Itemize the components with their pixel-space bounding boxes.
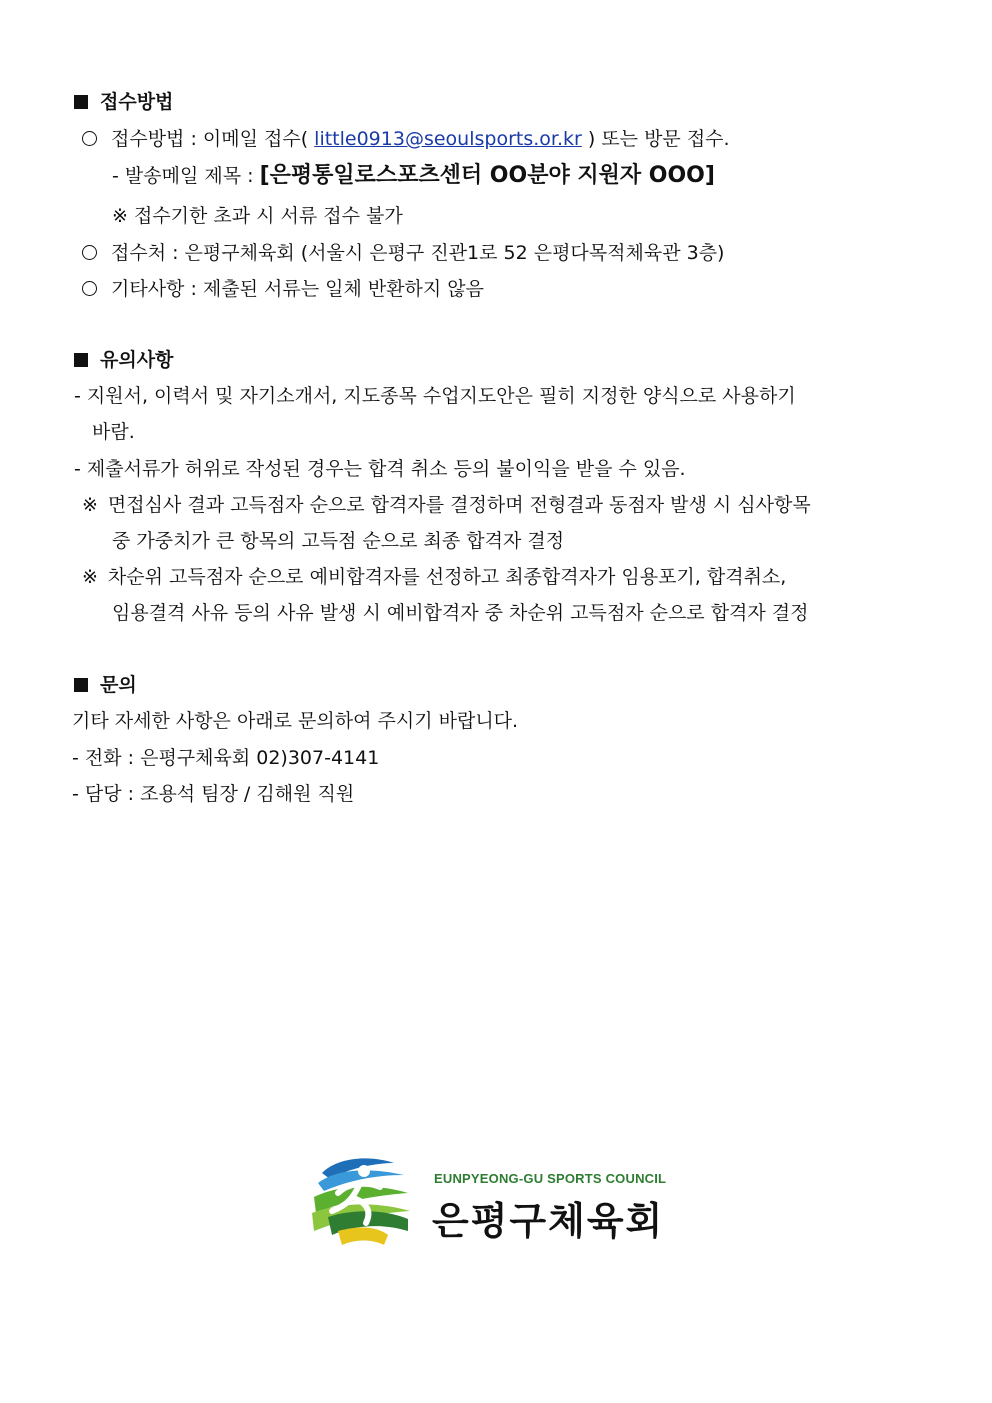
notes-ref1-line1 (82, 493, 908, 517)
inquiry-intro: 기타 자세한 사항은 아래로 문의하여 주시기 바랍니다. (72, 710, 519, 732)
logo-korean-name: 은평구체육회 (432, 1199, 665, 1243)
mail-subject-value: [은평통일로스포츠센터 OO분야 지원자 OOO] (259, 163, 715, 188)
notes-item2: - 제출서류가 허위로 작성된 경우는 합격 취소 등의 불이익을 받을 수 있음. (74, 458, 686, 480)
reception-place: 접수처 : 은평구체육회 (서울시 은평구 진관1로 52 은평다목적체육관 3층) (111, 242, 725, 264)
section-heading-reception: 접수방법 (74, 90, 173, 114)
square-bullet-icon (74, 678, 88, 692)
reception-method-line (82, 127, 730, 151)
running-figure-emblem-icon (308, 1153, 412, 1248)
notes-ref2-text: 차순위 고득점자 순으로 예비합격자를 선정하고 최종합격자가 임용포기, 합격취소, (107, 566, 787, 588)
reception-method-label: 접수방법 : 이메일 접수( (111, 128, 309, 150)
inquiry-phone: - 전화 : 은평구체육회 02)307-4141 (72, 747, 380, 769)
reception-method-suffix: ) 또는 방문 접수. (587, 128, 730, 150)
notes-item1-line1: - 지원서, 이력서 및 자기소개서, 지도종목 수업지도안은 필히 지정한 양식으로 사용하기 (74, 385, 796, 407)
email-link[interactable]: little0913@seoulsports.or.kr (314, 128, 582, 150)
notes-ref2-line1 (82, 565, 786, 589)
reference-mark-icon: ※ (82, 566, 98, 588)
mail-subject-line (112, 164, 715, 188)
notes-ref1-line2: 중 가중치가 큰 항목의 고득점 순으로 최종 합격자 결정 (112, 530, 565, 552)
section-heading-notes: 유의사항 (74, 348, 173, 372)
reception-etc: 기타사항 : 제출된 서류는 일체 반환하지 않음 (111, 278, 485, 300)
section-heading-inquiry: 문의 (74, 673, 137, 697)
inquiry-contact: - 담당 : 조용석 팀장 / 김해원 직원 (72, 783, 355, 805)
reference-mark-icon: ※ (82, 494, 98, 516)
circle-bullet-icon (82, 281, 97, 296)
notes-ref1-text: 면접심사 결과 고득점자 순으로 합격자를 결정하며 전형결과 동점자 발생 시 심사항목 (107, 494, 811, 516)
square-bullet-icon (74, 95, 88, 109)
mail-subject-label: - 발송메일 제목 : (112, 165, 254, 187)
organization-logo (308, 1153, 668, 1248)
square-bullet-icon (74, 353, 88, 367)
logo-english-name: EUNPYEONG-GU SPORTS COUNCIL (434, 1171, 667, 1186)
deadline-note: ※ 접수기한 초과 시 서류 접수 불가 (112, 205, 403, 227)
circle-bullet-icon (82, 245, 97, 260)
reception-etc-line (82, 277, 484, 301)
circle-bullet-icon (82, 131, 97, 146)
notes-ref2-line2: 임용결격 사유 등의 사유 발생 시 예비합격자 중 차순위 고득점자 순으로 합격자 결정 (112, 602, 809, 624)
reception-place-line (82, 241, 724, 265)
notes-item1-line2: 바람. (92, 421, 135, 443)
